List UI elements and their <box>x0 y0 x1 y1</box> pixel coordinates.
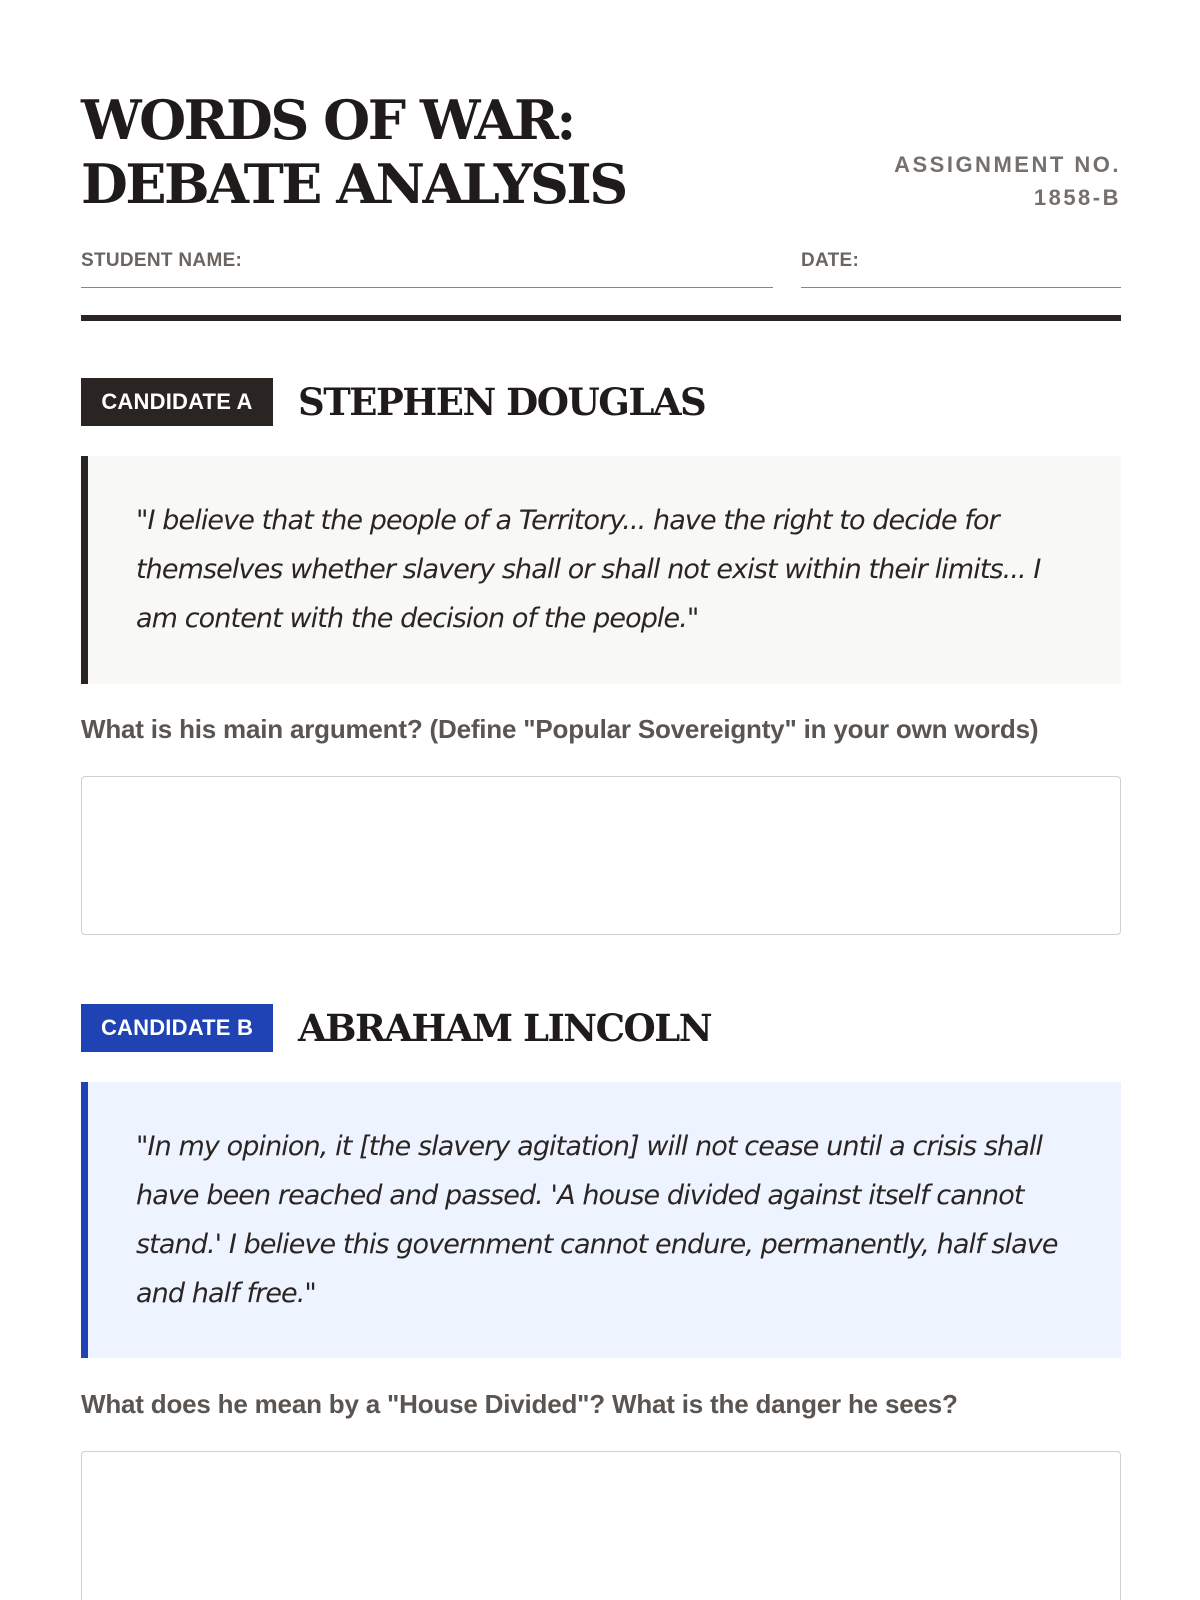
assignment-label: ASSIGNMENT NO. <box>894 152 1121 177</box>
worksheet-header <box>81 88 1121 218</box>
candidate-a-quote: "I believe that the people of a Territory... have the right to decide for themselves whether slavery shall or shall not exist within their limits... I am content with the decision of the people." <box>81 456 1121 684</box>
header-divider <box>81 315 1121 321</box>
candidate-b-question: What does he mean by a "House Divided"? What is the danger he sees? <box>81 1389 958 1419</box>
candidate-b-quote: "In my opinion, it [the slavery agitation] will not cease until a crisis shall have been reached and passed. 'A house divided against itself cannot stand.' I believe this government cannot endure, permanently, half slave and half free." <box>81 1082 1121 1358</box>
student-name-label: STUDENT NAME: <box>81 250 243 271</box>
candidate-a-name: STEPHEN DOUGLAS <box>298 380 706 424</box>
date-label: DATE: <box>801 250 860 271</box>
candidate-b-header <box>81 1004 1121 1052</box>
assignment-block <box>861 148 1121 214</box>
candidate-b-answer-box[interactable] <box>81 1451 1121 1600</box>
candidate-b-name: ABRAHAM LINCOLN <box>298 1006 712 1050</box>
candidate-b-badge: CANDIDATE B <box>81 1004 273 1052</box>
date-field[interactable] <box>801 250 1121 288</box>
candidate-a-answer-box[interactable] <box>81 776 1121 935</box>
candidate-a-badge: CANDIDATE A <box>81 378 273 426</box>
student-name-field[interactable] <box>81 250 773 288</box>
candidate-a-question: What is his main argument? (Define "Popular Sovereignty" in your own words) <box>81 714 1039 744</box>
assignment-number: 1858-B <box>1033 185 1121 210</box>
candidate-a-header <box>81 378 1121 426</box>
worksheet-title: WORDS OF WAR: DEBATE ANALYSIS <box>81 88 626 216</box>
